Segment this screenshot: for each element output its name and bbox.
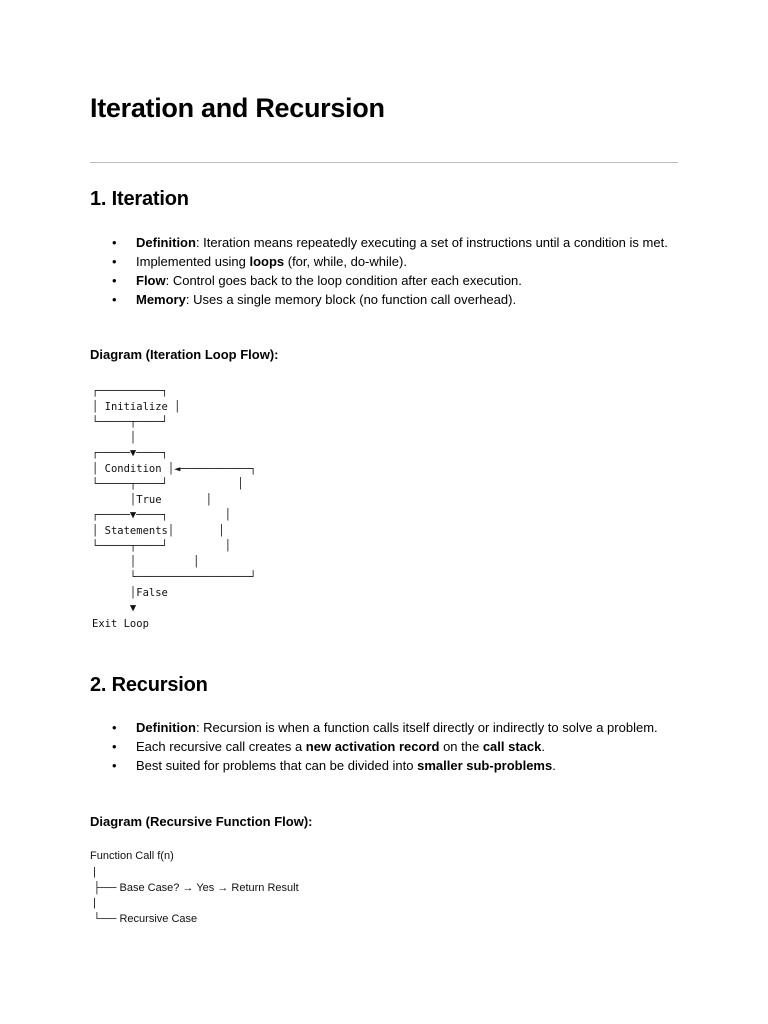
section-heading-recursion: 2. Recursion: [90, 674, 208, 696]
recursion-flow-line: |: [90, 866, 96, 878]
recursion-flow-line: └── Recursive Case: [90, 913, 198, 925]
iteration-loop-diagram: ┌──────────┐ │ Initialize │ └─────┬────┘ │ ┌─────▼────┐ │ Condition │◄───────────┐ └─────┬────┘ │ │True │ ┌─────▼────┐ │ │ Statements│ │ └─────┬────┘ │ │ │ └──────────────────┘ │False ▼ Exit Loop: [92, 385, 257, 630]
list-item: • Each recursive call creates a new activation record on the call stack.: [90, 737, 680, 756]
list-item: • Definition: Recursion is when a function calls itself directly or indirectly to solve a problem.: [90, 718, 680, 737]
recursion-bullet-list: [90, 718, 680, 775]
recursion-flow-line: |: [90, 897, 96, 909]
list-item: • Memory: Uses a single memory block (no function call overhead).: [90, 290, 680, 309]
page-title: Iteration and Recursion: [90, 93, 385, 123]
iteration-diagram-caption: Diagram (Iteration Loop Flow):: [90, 347, 279, 362]
recursion-diagram-caption: Diagram (Recursive Function Flow):: [90, 814, 313, 829]
section-heading-iteration: 1. Iteration: [90, 188, 189, 210]
list-item: • Implemented using loops (for, while, do-while).: [90, 252, 680, 271]
list-item: • Flow: Control goes back to the loop condition after each execution.: [90, 271, 680, 290]
list-item: • Definition: Iteration means repeatedly executing a set of instructions until a condition is met.: [90, 233, 680, 252]
list-item: • Best suited for problems that can be divided into smaller sub-problems.: [90, 756, 680, 775]
recursion-flow-line: Function Call f(n): [90, 850, 174, 862]
horizontal-rule: [90, 162, 678, 163]
iteration-bullet-list: [90, 233, 680, 309]
recursion-flow-line: ├── Base Case? → Yes → Return Result: [90, 882, 299, 894]
